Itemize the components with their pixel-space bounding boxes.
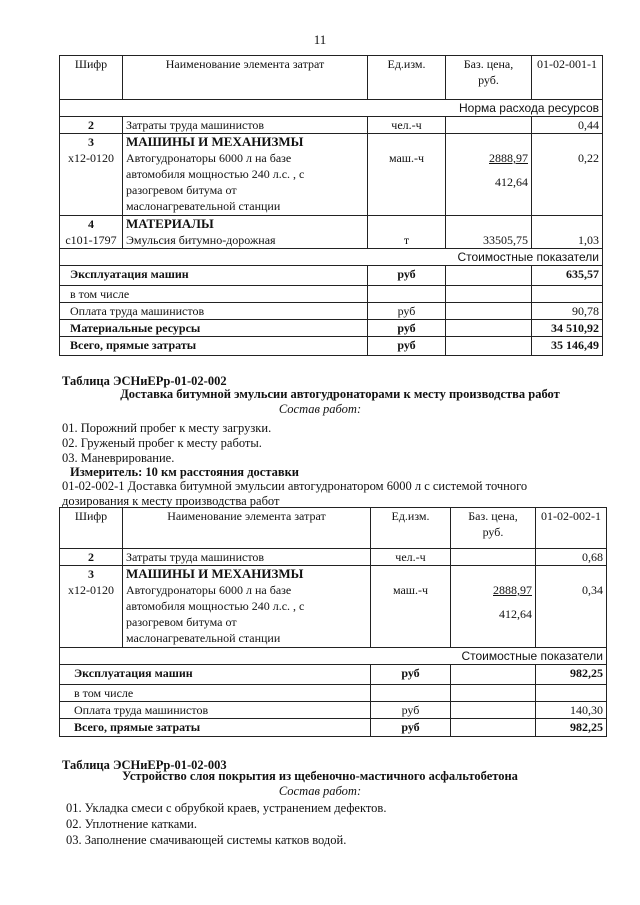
header-price: Баз. цена, руб.	[451, 508, 536, 549]
labor-num: 2	[60, 549, 123, 566]
header-norm: 01-02-001-1	[532, 56, 603, 100]
norm-caption: Норма расхода ресурсов	[60, 100, 603, 117]
summary-row	[60, 303, 603, 320]
header-name: Наименование элемента затрат	[123, 56, 368, 100]
work-step: 01. Порожний пробег к месту загрузки.	[62, 421, 272, 435]
cost-caption: Стоимостные показатели	[60, 249, 603, 266]
table-label-3: Таблица ЭСНиЕРр-01-02-003	[62, 758, 227, 772]
labor-unit: чел.-ч	[368, 117, 446, 134]
materials-code: с101-1797	[65, 233, 117, 247]
item-description: 01-02-002-1 Доставка битумной эмульсии автогудронатором 6000 л с системой точного	[62, 479, 528, 493]
table-header-row	[60, 508, 607, 549]
summary-label: в том числе	[60, 685, 371, 702]
summary-row	[60, 719, 607, 737]
machine-name-line: маслонагревательной станции	[126, 631, 281, 645]
page-number: 11	[313, 32, 327, 47]
summary-unit: руб	[371, 665, 451, 685]
header-name: Наименование элемента затрат	[123, 508, 371, 549]
machine-name-line: автомобиля мощностью 240 л.с. , с	[126, 599, 305, 613]
section-title-2: Доставка битумной эмульсии автогудронаторами к месту производства работ	[120, 387, 560, 401]
machines-unit: маш.-ч	[388, 151, 425, 165]
machines-row	[60, 566, 607, 648]
composition-label-3: Состав работ:	[278, 784, 362, 798]
work-step: 01. Укладка смеси с обрубкой краев, устранением дефектов.	[66, 801, 387, 815]
work-step: 03. Маневрирование.	[62, 451, 175, 465]
header-unit: Ед.изм.	[368, 56, 446, 100]
summary-unit: руб	[368, 337, 446, 356]
summary-label: Оплата труда машинистов	[60, 303, 368, 320]
machines-unit: маш.-ч	[392, 583, 429, 597]
summary-row	[60, 702, 607, 719]
summary-row	[60, 337, 603, 356]
summary-label: Эксплуатация машин	[60, 665, 371, 685]
summary-unit: руб	[368, 303, 446, 320]
labor-row	[60, 549, 607, 566]
machines-row	[60, 134, 603, 216]
header-unit: Ед.изм.	[371, 508, 451, 549]
summary-label: Эксплуатация машин	[60, 266, 368, 286]
header-norm: 01-02-002-1	[536, 508, 607, 549]
summary-label: Всего, прямые затраты	[60, 337, 368, 356]
work-step: 03. Заполнение смачивающей системы катков водой.	[66, 833, 347, 847]
materials-unit: т	[403, 233, 410, 247]
summary-value: 35 146,49	[532, 337, 603, 356]
summary-label: Всего, прямые затраты	[60, 719, 371, 737]
labor-name: Затраты труда машинистов	[123, 549, 371, 566]
machines-num: 3	[88, 567, 94, 581]
resource-table-1	[59, 55, 603, 356]
summary-value: 635,57	[532, 266, 603, 286]
work-step: 02. Уплотнение катками.	[66, 817, 197, 831]
summary-value: 982,25	[536, 665, 607, 685]
materials-num: 4	[88, 217, 94, 231]
summary-label: в том числе	[60, 286, 368, 303]
materials-price: 33505,75	[483, 233, 528, 247]
cost-caption: Стоимостные показатели	[60, 648, 607, 665]
summary-value: 982,25	[536, 719, 607, 737]
meter-label: Измеритель: 10 км расстояния доставки	[70, 465, 300, 479]
summary-unit: руб	[371, 702, 451, 719]
labor-value: 0,44	[532, 117, 603, 134]
section-title-3: Устройство слоя покрытия из щебеночно-мастичного асфальтобетона	[122, 769, 518, 783]
machine-name-line: автомобиля мощностью 240 л.с. , с	[126, 167, 305, 181]
machines-price-2: 412,64	[495, 175, 528, 189]
summary-unit: руб	[371, 719, 451, 737]
labor-value: 0,68	[536, 549, 607, 566]
summary-value: 90,78	[532, 303, 603, 320]
header-price: Баз. цена, руб.	[446, 56, 532, 100]
machine-name-line: маслонагревательной станции	[126, 199, 281, 213]
machines-num: 3	[88, 135, 94, 149]
table-label-2: Таблица ЭСНиЕРр-01-02-002	[62, 374, 227, 388]
materials-name: Эмульсия битумно-дорожная	[126, 233, 276, 247]
machines-code: х12-0120	[68, 583, 114, 597]
table-header-row	[60, 56, 603, 100]
summary-unit: руб	[368, 266, 446, 286]
machines-value: 0,34	[582, 583, 603, 597]
header-code: Шифр	[60, 56, 123, 100]
summary-value: 34 510,92	[532, 320, 603, 337]
materials-row	[60, 216, 603, 249]
machine-name-line: Автогудронаторы 6000 л на базе	[126, 151, 292, 165]
summary-row	[60, 286, 603, 303]
summary-label: Материальные ресурсы	[60, 320, 368, 337]
materials-section: МАТЕРИАЛЫ	[126, 216, 214, 231]
labor-num: 2	[60, 117, 123, 134]
machines-section: МАШИНЫ И МЕХАНИЗМЫ	[126, 566, 304, 581]
summary-row	[60, 665, 607, 685]
work-step: 02. Груженый пробег к месту работы.	[62, 436, 262, 450]
machine-name-line: разогревом битума от	[126, 615, 237, 629]
machines-code: х12-0120	[68, 151, 114, 165]
materials-value: 1,03	[578, 233, 599, 247]
machines-value: 0,22	[578, 151, 599, 165]
machines-price-2: 412,64	[499, 607, 532, 621]
machines-price: 2888,97	[489, 151, 528, 165]
summary-value: 140,30	[536, 702, 607, 719]
resource-table-2	[59, 507, 607, 737]
summary-row	[60, 266, 603, 286]
summary-unit: руб	[368, 320, 446, 337]
summary-label: Оплата труда машинистов	[60, 702, 371, 719]
header-code: Шифр	[60, 508, 123, 549]
machine-name-line: разогревом битума от	[126, 183, 237, 197]
labor-row	[60, 117, 603, 134]
summary-row	[60, 320, 603, 337]
composition-label-2: Состав работ:	[278, 402, 362, 416]
machines-section: МАШИНЫ И МЕХАНИЗМЫ	[126, 134, 304, 149]
summary-row	[60, 685, 607, 702]
item-description: дозирования к месту производства работ	[62, 494, 280, 508]
labor-name: Затраты труда машинистов	[123, 117, 368, 134]
labor-unit: чел.-ч	[371, 549, 451, 566]
machines-price: 2888,97	[493, 583, 532, 597]
machine-name-line: Автогудронаторы 6000 л на базе	[126, 583, 292, 597]
